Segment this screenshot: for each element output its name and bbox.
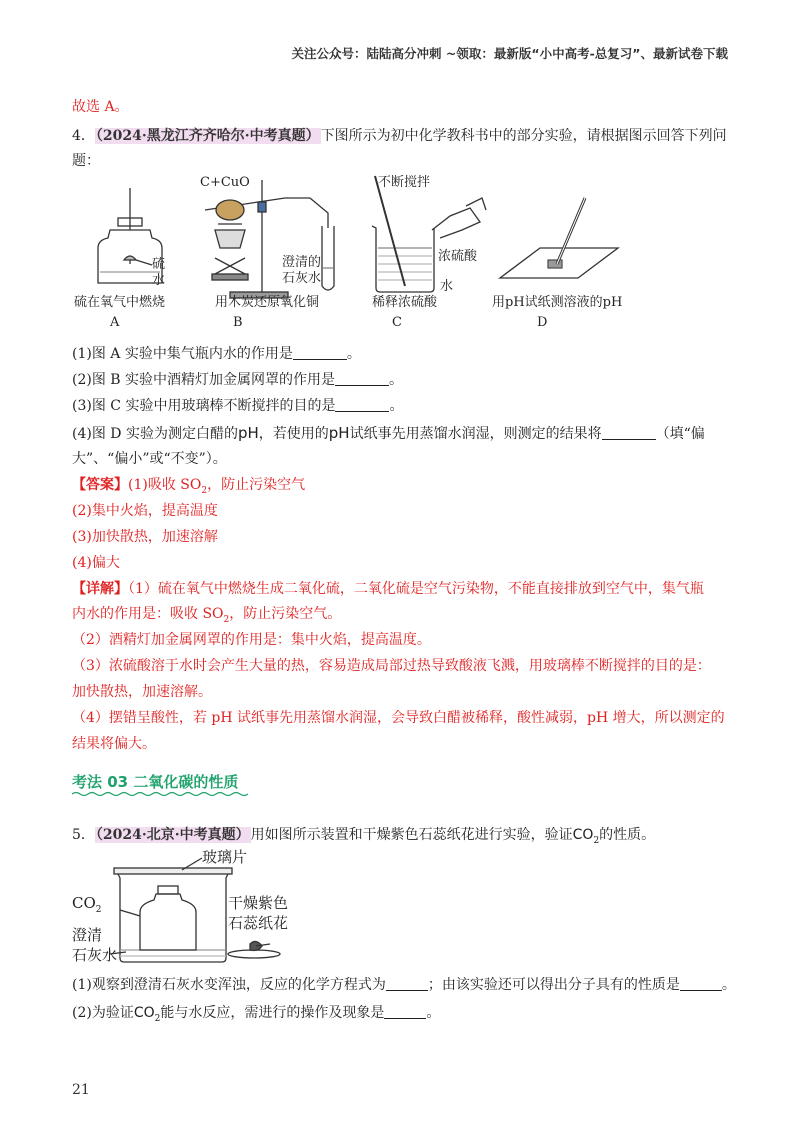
q5-sub2	[72, 1002, 440, 1024]
figure-b-letter: B	[233, 315, 243, 330]
q5-stem-co2: CO	[572, 827, 594, 843]
detail-1-text-c: ，防止污染空气。	[229, 606, 342, 622]
q4-sub1-period: 。	[346, 346, 361, 362]
detail-tag: 【详解】	[72, 581, 128, 597]
q4-detail-3-line1: （3）浓硫酸溶于水时会产生大量的热，容易造成局部过热导致酸液飞溅，用玻璃棒不断搅拌的目的是：	[72, 658, 711, 674]
q5-sub1-text-c: 。	[721, 977, 736, 993]
q5-label-glass: 玻璃片	[202, 848, 248, 866]
q4-sub4-line2: 大”、“偏小”或“不变”）。	[72, 451, 227, 467]
q5-sub2-text-b: 能与水反应，需进行的操作及现象是	[160, 1005, 385, 1021]
previous-answer: 故选 A。	[72, 99, 129, 115]
q5-label-lime1: 澄清	[72, 926, 103, 944]
q4-sub4-ph2: pH	[328, 424, 350, 442]
q5-label-flower2: 石蕊纸花	[228, 914, 289, 932]
q5-experiment-figure	[70, 846, 370, 970]
q4-sub3-text: (3)图 C 实验中用玻璃棒不断搅拌的目的是	[72, 398, 336, 414]
figure-c-label-water: 水	[440, 279, 454, 294]
figure-b-top-label: C+CuO	[200, 175, 250, 190]
figure-d-letter: D	[537, 315, 548, 330]
figure-d-ph-paper	[500, 198, 618, 278]
q5-label-co2	[72, 894, 102, 915]
q4-detail-2: （2）酒精灯加金属网罩的作用是：集中火焰，提高温度。	[72, 632, 431, 648]
detail-1-text-b: 内水的作用是：吸收 SO	[72, 606, 224, 622]
q4-sub3	[72, 395, 403, 415]
figure-c-letter: C	[392, 315, 402, 330]
figure-a-label-sulfur: 硫	[152, 257, 166, 272]
q4-experiment-figure	[70, 168, 630, 338]
q4-sub4-ph1: pH	[237, 424, 259, 442]
figure-d-caption: 用pH试纸测溶液的pH	[492, 295, 623, 310]
q4-detail-4-line2: 结果将偏大。	[72, 736, 156, 752]
q4-answer-3: (3)加快散热，加速溶解	[72, 529, 218, 545]
section-heading	[72, 771, 238, 792]
q5-source: （2024·北京·中考真题）	[95, 827, 250, 843]
detail-1-subscript: 2	[223, 614, 230, 625]
page-number: 21	[72, 1082, 90, 1098]
q5-sub2-subscript: 2	[154, 1013, 161, 1024]
figure-c-label-acid: 浓硫酸	[438, 249, 478, 264]
q4-sub2	[72, 369, 403, 389]
q4-sub4-text-c: 试纸事先用蒸馏水润湿，则测定的结果将	[349, 426, 602, 442]
q4-detail-3-line2: 加快散热，加速溶解。	[72, 684, 212, 700]
section-title: 考法 03 二氧化碳的性质	[72, 773, 239, 791]
figure-b-label-lime1: 澄清的	[282, 255, 322, 270]
figure-b-caption: 用木炭还原氧化铜	[215, 295, 320, 310]
q4-stem-text: 下图所示为初中化学教科书中的部分实验，请根据图示回答下列问	[320, 128, 727, 144]
q4-sub4-text-b: ，若使用的	[258, 426, 329, 442]
q5-sub2-text-a: (2)为验证	[72, 1005, 134, 1021]
figure-c-beaker	[372, 176, 486, 292]
q4-stem-line2: 题：	[72, 153, 100, 169]
q4-sub2-period: 。	[389, 372, 404, 388]
q4-stem-line1	[72, 125, 727, 145]
q5-sub2-text-c: 。	[426, 1005, 441, 1021]
q5-label-flower1: 干燥紫色	[228, 894, 289, 912]
q4-sub4-blank[interactable]	[602, 425, 656, 440]
q4-answer-line1	[72, 474, 305, 496]
q5-number: 5．	[72, 827, 95, 843]
q4-source: （2024·黑龙江齐齐哈尔·中考真题）	[95, 128, 320, 144]
q5-sub2-blank[interactable]	[384, 1004, 426, 1019]
figure-c-top-label: 不断搅拌	[378, 175, 431, 190]
answer-1-subscript: 2	[201, 485, 208, 496]
q5-sub1-blank1[interactable]	[386, 976, 428, 991]
q4-sub2-text: (2)图 B 实验中酒精灯加金属网罩的作用是	[72, 372, 336, 388]
figure-a-caption: 硫在氧气中燃烧	[74, 295, 166, 310]
q5-sub2-co2: CO	[133, 1005, 155, 1021]
q5-stem-text-b: 的性质。	[599, 827, 656, 843]
figure-a-letter: A	[110, 315, 120, 330]
q4-sub4-line1	[72, 423, 705, 443]
q4-number: 4．	[72, 128, 95, 144]
q5-label-co2-main: CO	[72, 894, 96, 912]
q5-stem	[72, 824, 655, 846]
figure-c-caption: 稀释浓硫酸	[372, 295, 438, 310]
q5-sub1-text-b: ；由该实验还可以得出分子具有的性质是	[427, 977, 680, 993]
answer-1-text-b: ，防止污染空气	[207, 477, 306, 493]
q4-sub2-blank[interactable]	[335, 371, 389, 386]
q5-label-co2-subscript: 2	[95, 905, 102, 915]
q4-sub3-period: 。	[389, 398, 404, 414]
q4-detail-4-line1: （4）摆错呈酸性，若 pH 试纸事先用蒸馏水润湿，会导致白醋被稀释，酸性减弱，pH 增大，所以测定的	[72, 710, 725, 726]
q5-sub1	[72, 974, 736, 994]
q5-sub1-text-a: (1)观察到澄清石灰水变浑浊，反应的化学方程式为	[72, 977, 386, 993]
q5-stem-text: 用如图所示装置和干燥紫色石蕊纸花进行实验，验证	[250, 827, 573, 843]
detail-1-text: （1）硫在氧气中燃烧生成二氧化硫，二氧化硫是空气污染物，不能直接排放到空气中，集气瓶	[128, 581, 704, 597]
page-header: 关注公众号：陆陆高分冲刺 ~领取：最新版“小中高考-总复习”、最新试卷下载	[291, 46, 728, 61]
q4-sub3-blank[interactable]	[335, 397, 389, 412]
q4-answer-4: (4)偏大	[72, 555, 120, 571]
figure-b-label-lime2: 石灰水	[282, 271, 322, 286]
section-underline-wave	[72, 791, 248, 797]
answer-tag: 【答案】	[72, 477, 128, 493]
q5-sub1-blank2[interactable]	[680, 976, 722, 991]
q4-sub1-text: (1)图 A 实验中集气瓶内水的作用是	[72, 346, 293, 362]
q4-detail-line1	[72, 578, 704, 598]
answer-1-text: (1)吸收 SO	[128, 477, 202, 493]
q4-sub1	[72, 343, 361, 363]
q4-answer-2: (2)集中火焰，提高温度	[72, 503, 218, 519]
q4-detail-line2	[72, 603, 341, 625]
q4-sub4-text-a: (4)图 D 实验为测定白醋的	[72, 426, 238, 442]
q5-stem-subscript: 2	[593, 835, 600, 846]
q4-sub1-blank[interactable]	[293, 345, 347, 360]
q4-sub4-text-d: （填“偏	[655, 426, 705, 442]
q5-label-lime2: 石灰水	[72, 946, 118, 964]
figure-a-label-water: 水	[152, 273, 166, 288]
